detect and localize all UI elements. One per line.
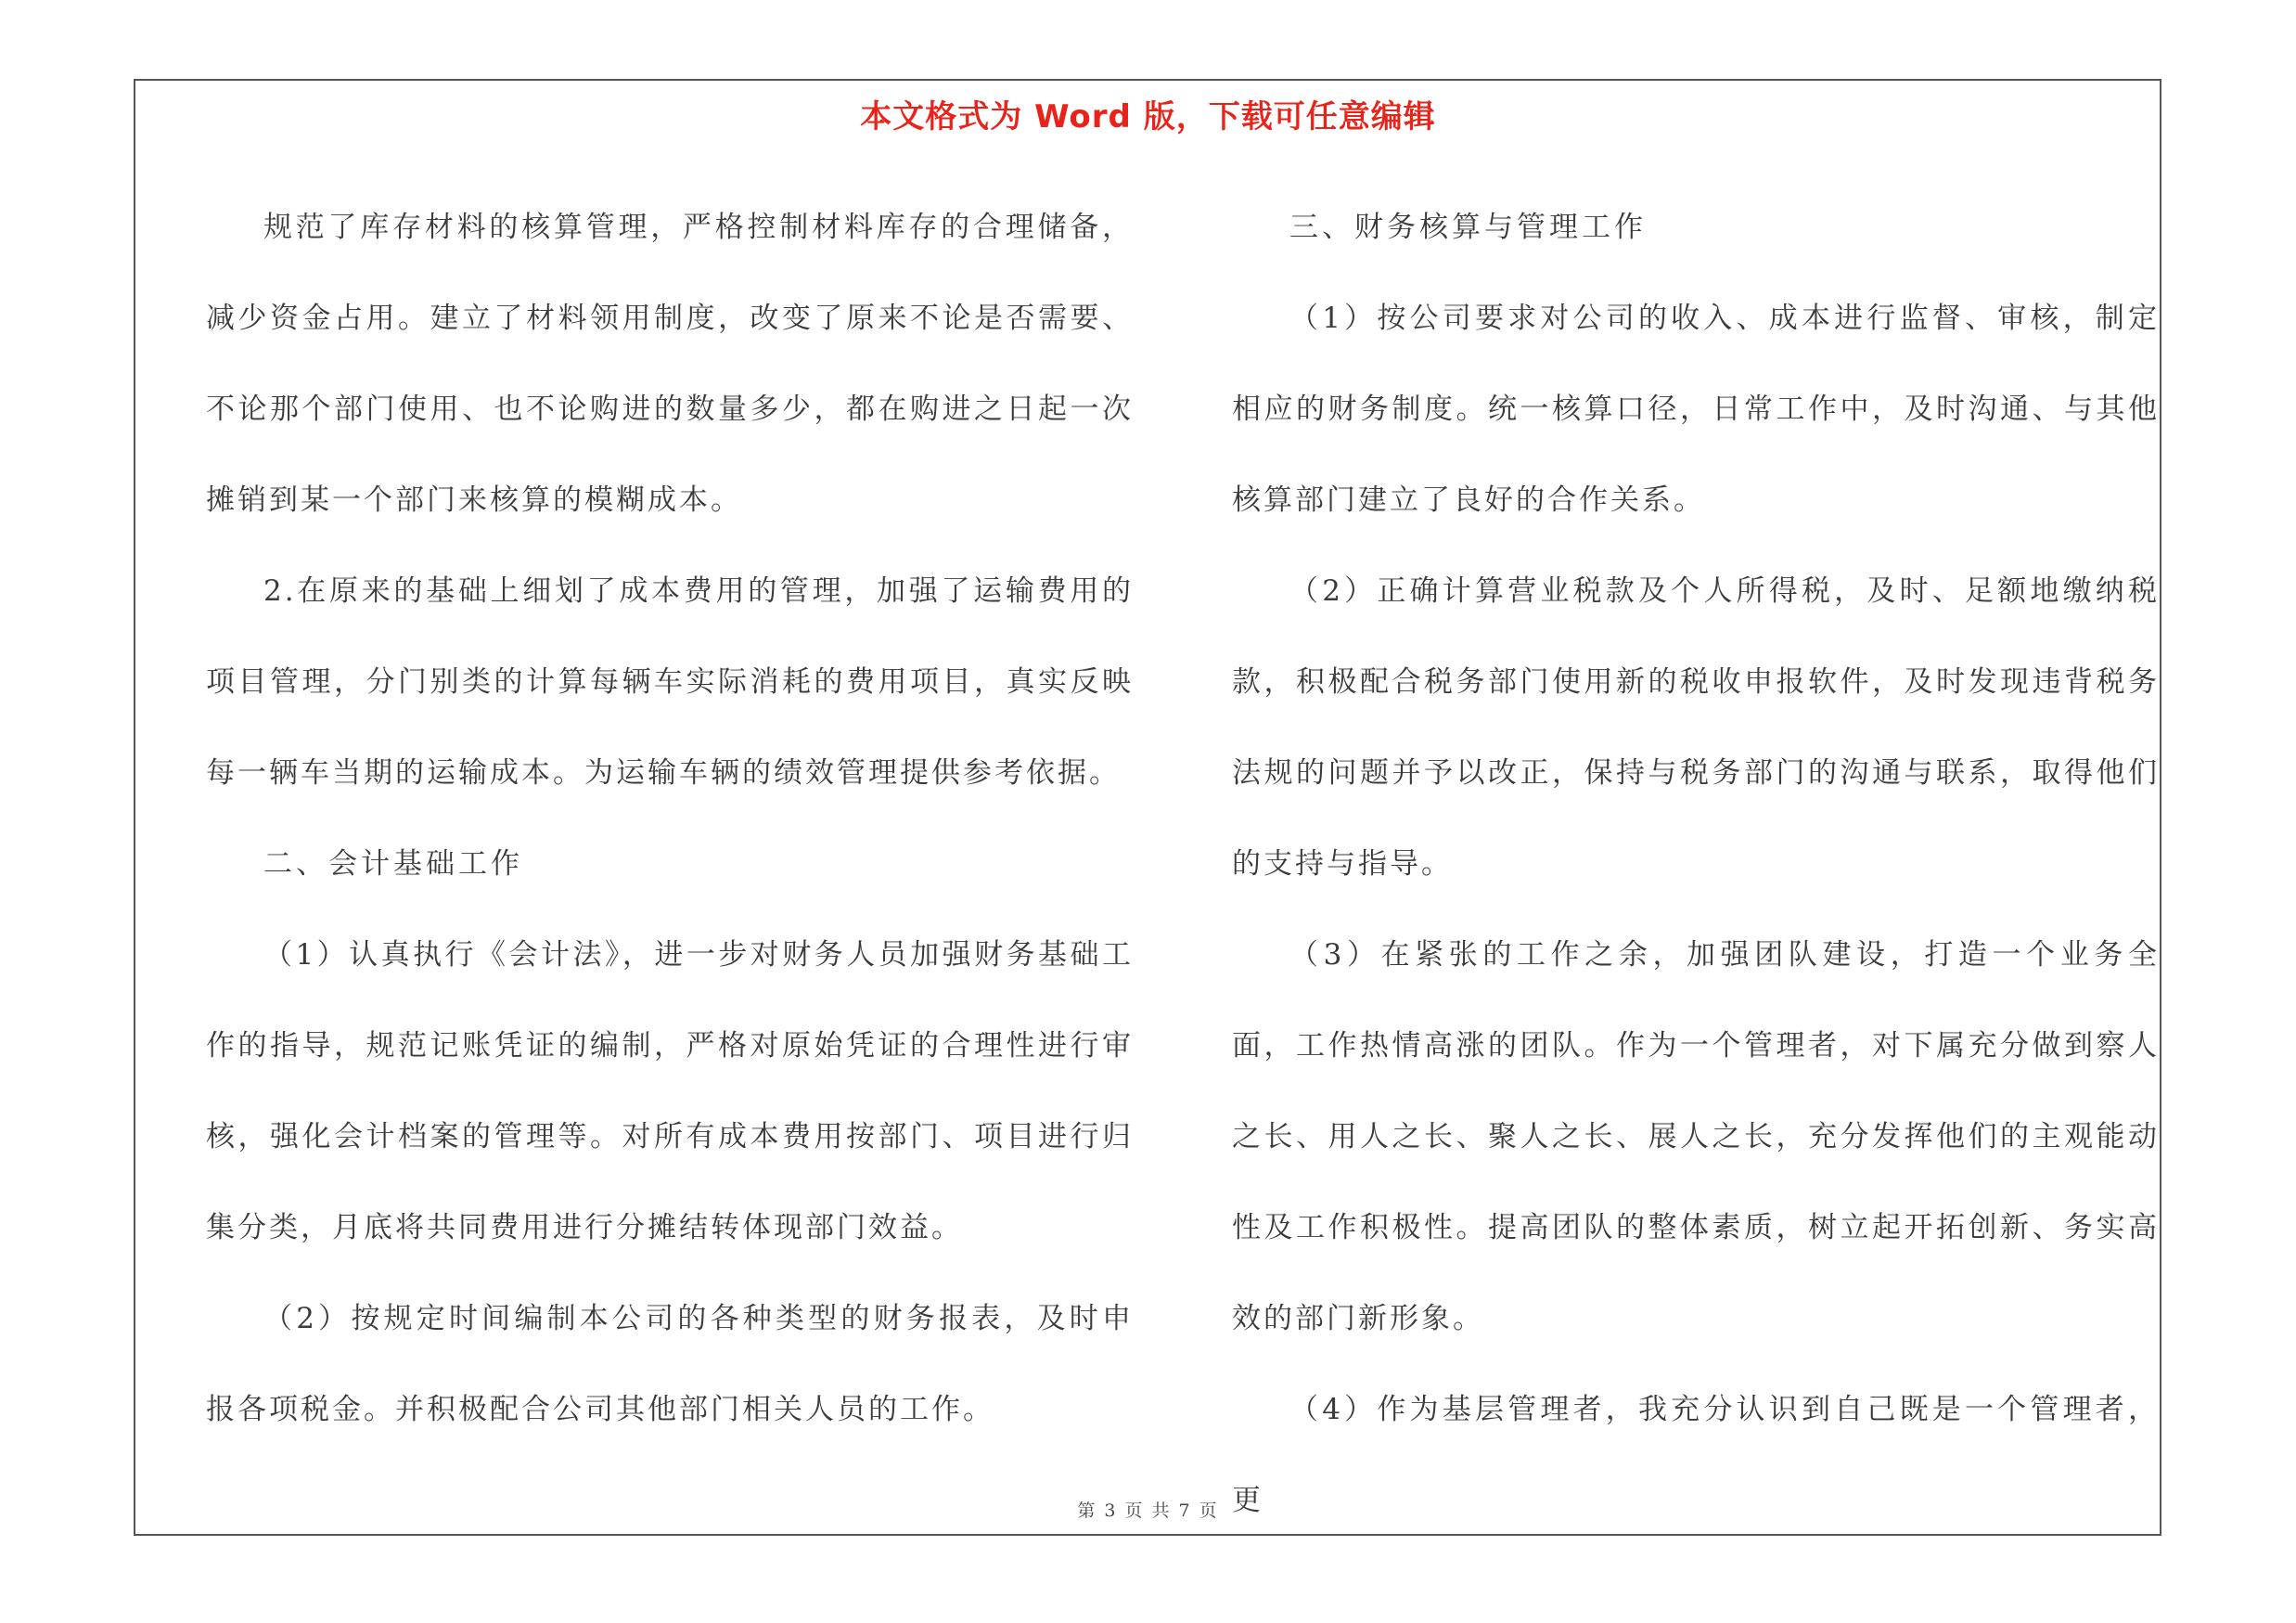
left-column [206, 182, 1134, 1455]
paragraph-accounting-law: （1）认真执行《会计法》，进一步对财务人员加强财务基础工作的指导，规范记账凭证的编制，严格对原始凭证的合理性进行审核，强化会计档案的管理等。对所有成本费用按部门、项目进行归集分类，月底将共同费用进行分摊结转体现部门效益。 [206, 938, 1134, 1244]
page-number-footer: 第 3 页 共 7 页 [1077, 1501, 1219, 1521]
paragraph-financial-reports: （2）按规定时间编制本公司的各种类型的财务报表，及时申报各项税金。并积极配合公司其他部门相关人员的工作。 [206, 1302, 1134, 1426]
paragraph-grassroots-manager: （4）作为基层管理者，我充分认识到自己既是一个管理者，更 [1232, 1393, 2160, 1517]
paragraph-team-building: （3）在紧张的工作之余，加强团队建设，打造一个业务全面，工作热情高涨的团队。作为一个管理者，对下属充分做到察人之长、用人之长、聚人之长、展人之长，充分发挥他们的主观能动性及工作积极性。提高团队的整体素质，树立起开拓创新、务实高效的部门新形象。 [1232, 938, 2160, 1335]
paragraph-inventory-management: 规范了库存材料的核算管理，严格控制材料库存的合理储备，减少资金占用。建立了材料领用制度，改变了原来不论是否需要、不论那个部门使用、也不论购进的数量多少，都在购进之日起一次摊销到某一个部门来核算的模糊成本。 [206, 211, 1134, 517]
paragraph-tax-calculation: （2）正确计算营业税款及个人所得税，及时、足额地缴纳税款，积极配合税务部门使用新的税收申报软件，及时发现违背税务法规的问题并予以改正，保持与税务部门的沟通与联系，取得他们的支持与指导。 [1232, 574, 2160, 881]
paragraph-income-cost-supervision: （1）按公司要求对公司的收入、成本进行监督、审核，制定相应的财务制度。统一核算口径，日常工作中，及时沟通、与其他核算部门建立了良好的合作关系。 [1232, 302, 2160, 517]
right-column [1232, 182, 2160, 1546]
word-format-banner: 本文格式为 Word 版，下载可任意编辑 [860, 98, 1436, 135]
paragraph-cost-management: 2.在原来的基础上细划了成本费用的管理，加强了运输费用的项目管理，分门别类的计算每辆车实际消耗的费用项目，真实反映每一辆车当期的运输成本。为运输车辆的绩效管理提供参考依据。 [206, 574, 1134, 790]
section-heading-financial-accounting: 三、财务核算与管理工作 [1289, 211, 1647, 244]
section-heading-accounting-basics: 二、会计基础工作 [263, 847, 523, 881]
